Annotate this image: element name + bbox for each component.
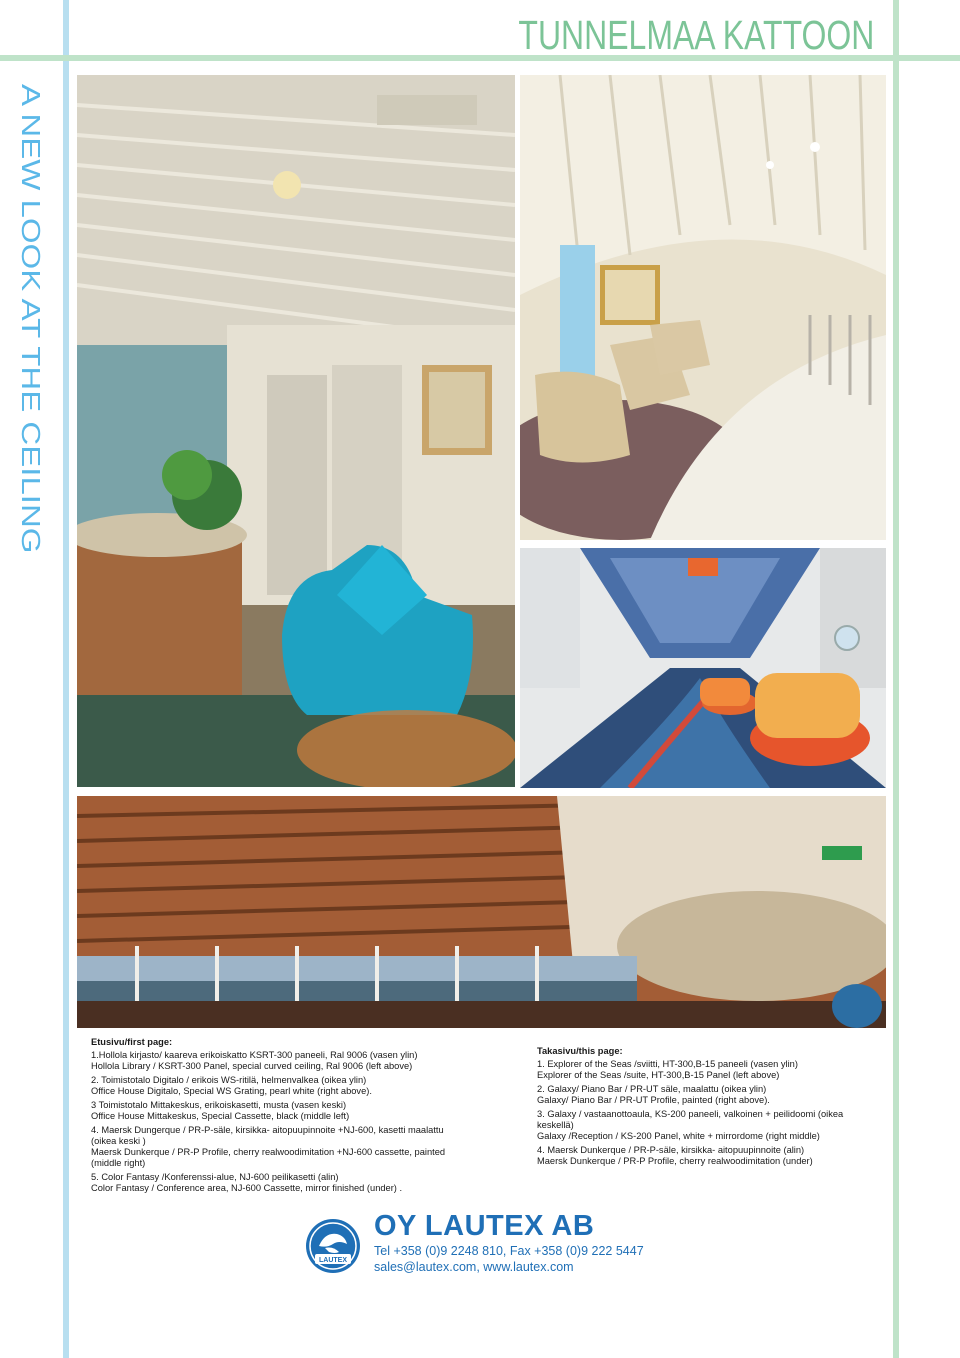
photo-library-lounge	[520, 75, 886, 540]
caption-line: Maersk Dunkerque / PR-P Profile, cherry realwoodimitation (under)	[537, 1156, 813, 1166]
company-web[interactable]: sales@lautex.com, www.lautex.com	[374, 1260, 574, 1274]
caption-item	[537, 1084, 882, 1106]
captions-right-heading: Takasivu/this page:	[537, 1046, 623, 1056]
caption-line: 4. Maersk Dunkerque / PR-P-säle, kirsikka- aitopuupinnoite (alin)	[537, 1145, 805, 1155]
caption-line: Galaxy/ Piano Bar / PR-UT Profile, painted (right above).	[537, 1095, 770, 1105]
side-title: A NEW LOOK AT THE CEILING	[16, 84, 46, 554]
caption-line: Explorer of the Seas /suite, HT-300,B-15 Panel (left above)	[537, 1070, 780, 1080]
caption-item	[91, 1172, 491, 1194]
caption-line: (middle right)	[91, 1158, 146, 1168]
caption-line: Hollola Library / KSRT-300 Panel, special curved ceiling, Ral 9006 (left above)	[91, 1061, 413, 1071]
lautex-logo	[305, 1218, 361, 1274]
company-block	[374, 1210, 644, 1275]
photo-office-lobby	[77, 75, 515, 787]
photo-icon	[520, 75, 886, 540]
caption-item	[91, 1075, 491, 1097]
photo-wood-ceiling	[77, 796, 886, 1028]
caption-line: Galaxy /Reception / KS-200 Panel, white + mirrordome (right middle)	[537, 1131, 820, 1141]
photo-icon	[77, 75, 515, 787]
logo-text: LAUTEX	[319, 1257, 347, 1264]
caption-item	[91, 1125, 491, 1169]
caption-line: 4. Maersk Dungerque / PR-P-säle, kirsikka- aitopuupinnoite +NJ-600, kasetti maalattu	[91, 1125, 444, 1135]
captions-left	[91, 1037, 491, 1197]
photo-icon	[77, 796, 886, 1028]
captions-right	[537, 1046, 882, 1170]
caption-item	[537, 1059, 882, 1081]
frame-line-left-vertical	[63, 0, 69, 1358]
caption-line: 2. Galaxy/ Piano Bar / PR-UT säle, maalattu (oikea ylin)	[537, 1084, 767, 1094]
company-name: OY LAUTEX AB	[374, 1210, 595, 1242]
company-phone: Tel +358 (0)9 2248 810, Fax +358 (0)9 222 5447	[374, 1244, 644, 1258]
lautex-logo-icon	[305, 1218, 361, 1274]
photo-icon	[520, 548, 886, 788]
caption-item	[537, 1145, 882, 1167]
caption-line: 3 Toimistotalo Mittakeskus, erikoiskasetti, musta (vasen keski)	[91, 1100, 347, 1110]
caption-item	[91, 1100, 491, 1122]
caption-line: 3. Galaxy / vastaanottoaula, KS-200 paneeli, valkoinen + peilidoomi (oikea	[537, 1109, 844, 1119]
caption-line: 1.Hollola kirjasto/ kaareva erikoiskatto KSRT-300 paneeli, Ral 9006 (vasen ylin)	[91, 1050, 418, 1060]
caption-line: keskellä)	[537, 1120, 574, 1130]
captions-left-heading: Etusivu/first page:	[91, 1037, 173, 1047]
caption-line: Office House Digitalo, Special WS Grating, pearl white (right above).	[91, 1086, 372, 1096]
caption-item	[537, 1109, 882, 1142]
page-title: TUNNELMAA KATTOON	[518, 12, 874, 58]
caption-item	[91, 1050, 491, 1072]
photo-conference-area	[520, 548, 886, 788]
caption-line: Color Fantasy / Conference area, NJ-600 Cassette, mirror finished (under) .	[91, 1183, 403, 1193]
caption-line: 1. Explorer of the Seas /sviitti, HT-300,B-15 paneeli (vasen ylin)	[537, 1059, 798, 1069]
caption-line: Maersk Dunkerque / PR-P Profile, cherry realwoodimitation +NJ-600 cassette, painted	[91, 1147, 446, 1157]
caption-line: 5. Color Fantasy /Konferenssi-alue, NJ-600 peilikasetti (alin)	[91, 1172, 339, 1182]
caption-line: (oikea keski )	[91, 1136, 146, 1146]
caption-line: 2. Toimistotalo Digitalo / erikois WS-ritilä, helmenvalkea (oikea ylin)	[91, 1075, 367, 1085]
caption-line: Office House Mittakeskus, Special Cassette, black (middle left)	[91, 1111, 350, 1121]
frame-line-right-vertical	[893, 0, 899, 1358]
